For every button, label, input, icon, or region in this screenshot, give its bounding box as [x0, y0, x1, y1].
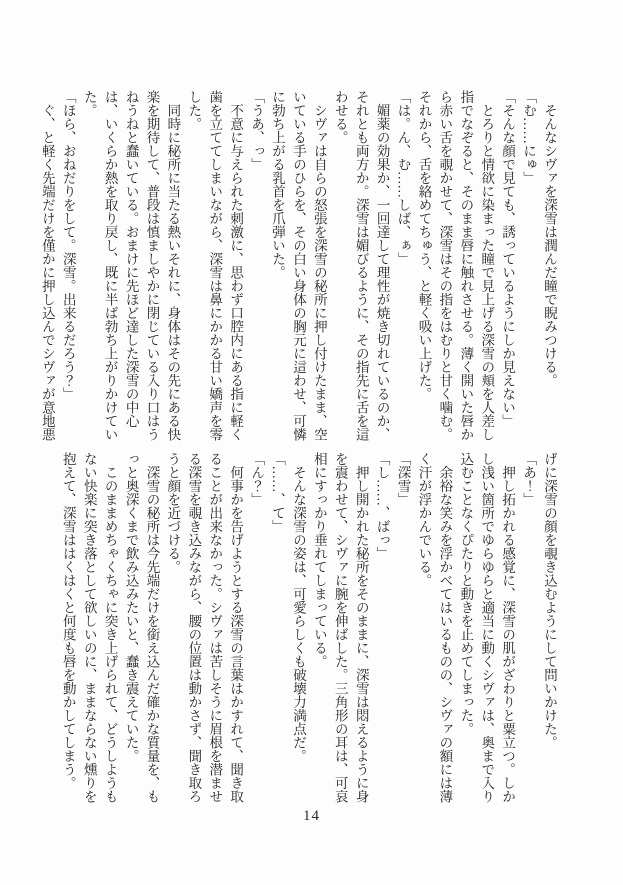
- text-block-bottom: [45, 452, 559, 814]
- paragraph: 余裕な笑みを浮かべてはいるものの、シヴァの額には薄く汗が浮かんでいる。: [416, 452, 453, 803]
- paragraph: 何事かを告げようとする深雪の言葉はかすれて、聞き取ることが出来なかった。シヴァは苦しそうに眉根を潜ませる深雪を覗き込みながら、腰の位置は動かさず、聞き取ろうと顔を近づける。: [165, 452, 244, 803]
- paragraph: 不意に与えられた刺激に、思わず口腔内にある指に軽く歯を立ててしまいながら、深雪は鼻にかかる甘い嬌声を零した。: [186, 90, 244, 441]
- paragraph: 押し開かれた秘所をそのままに、深雪は悶えるように身を震わせて、シヴァに腕を伸ばした。三角形の耳は、可哀相にすっかり垂れてしまっている。: [311, 452, 369, 803]
- paragraph: 「は。ん、む……しば、ぁ」: [395, 90, 411, 266]
- paragraph: 「ほら、おねだりをして。深雪。出来るだろう？」: [60, 90, 76, 401]
- paragraph: 「そんな顔で見ても、誘っているようにしか見えない」: [500, 90, 516, 428]
- paragraph: 「うあ、っ」: [249, 90, 265, 171]
- text-block-top: [39, 90, 559, 452]
- paragraph: ぐ、と軽く先端だけを僅かに押し込んでシヴァが意地悪: [39, 90, 55, 441]
- paragraph: 深雪の秘所は今先端だけを銜え込んだ確かな質量を、もっと奥深くまで飲み込みたいと、蠢き震えていた。: [123, 452, 160, 803]
- paragraph: 媚薬の効果か、一回達して理性が焼き切れているのか、それとも両方か。深雪は媚びるように、その指先に舌を這わせる。: [332, 90, 390, 441]
- paragraph: 「ん？」: [249, 452, 265, 506]
- paragraph: 「深雪」: [395, 452, 411, 506]
- paragraph: そんな深雪の姿は、可愛らしくも破壊力満点だ。: [290, 452, 306, 763]
- paragraph: 押し拓かれる感覚に、深雪の肌がざわりと粟立つ。しかし浅い箇所でゆらゆらと適当に動くシヴァは、奥まで入り込むことなくぴたりと動きを止めてしまった。: [458, 452, 516, 803]
- paragraph: そんなシヴァを深雪は潤んだ瞳で睨みつける。: [542, 90, 557, 387]
- paragraph: 「あ！」: [521, 452, 537, 506]
- paragraph: 同時に秘所に当たる熱いそれに、身体はその先にある快楽を期待して、普段は慎ましやかに閉じている入り口はうねうねと蠢いている。おまけに先ほど達した深雪の中心は、いくらか熱を取り戻し、既に半ば勃ち上がりかけていた。: [81, 90, 181, 441]
- paragraph: とろりと情欲に染まった瞳で見上げる深雪の頬を人差し指でなぞると、そのまま唇に触れさせる。薄く開いた唇から赤い舌を覗かせて、深雪はその指をはむりと甘く噛む。それから、舌を絡めてちゅう、と軽く吸い上げた。: [416, 90, 495, 441]
- paragraph: 「し……、ばっ」: [374, 452, 390, 560]
- paragraph: げに深雪の顔を覗き込むようにして問いかけた。: [542, 452, 557, 749]
- paragraph: シヴァは自らの怒張を深雪の秘所に押し付けたまま、空いている手のひらを、その白い身体の胸元に這わせ、可憐に勃ち上がる乳首を爪弾いた。: [270, 90, 327, 441]
- paragraph: 「む……にゅ」: [521, 90, 537, 185]
- paragraph: 「……、て」: [270, 452, 286, 533]
- page-number: 14: [303, 808, 320, 824]
- paragraph: このままめちゃくちゃに突き上げられて、どうしようもない快楽に突き落として欲しいのに、ままならない燻りを抱えて、深雪ははくはくと何度も唇を動かしてしまう。: [60, 452, 118, 803]
